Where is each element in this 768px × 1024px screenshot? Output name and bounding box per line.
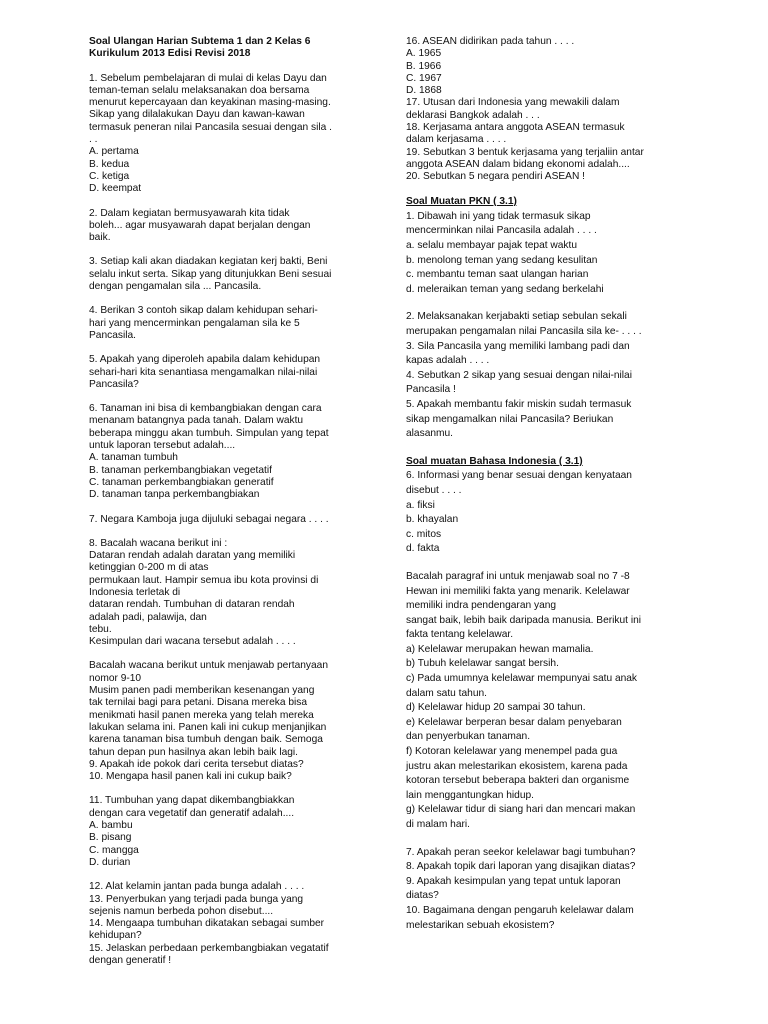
bi-heading: Soal muatan Bahasa Indonesia ( 3.1) — [406, 455, 583, 467]
bi-questions-7-10: 7. Apakah peran seekor kelelawar bagi tumbuhan? 8. Apakah topik dari laporan yang disajikan diatas? 9. Apakah kesimpulan yang tepat untuk laporan diatas? 10. Bagaimana dengan pengaruh kelelawar dalam melestarikan sebuah ekosistem? — [406, 846, 636, 931]
passage-9-10: Bacalah wacana berikut untuk menjawab pertanyaan nomor 9-10 Musim panen padi memberikan kesenangan yang tak ternilai bagi para petani. Disana mereka bisa menikmati hasil panen mereka yang telah mereka lakukan selama ini. Panen kali ini cukup menjanjikan karena tanaman bisa tumbuh dengan baik. Semoga tahun depan pun hasilnya akan lebih baik lagi. 9. Apakah ide pokok dari cerita tersebut diatas? 10. Mengapa hasil panen kali ini cukup baik? — [89, 660, 328, 783]
question-5: 5. Apakah yang diperoleh apabila dalam kehidupan sehari-hari kita senantiasa mengamalkan nilai-nilai Pancasila? — [89, 354, 321, 390]
pkn-question-1: 1. Dibawah ini yang tidak termasuk sikap mencerminkan nilai Pancasila adalah . . . . a. selalu membayar pajak tepat waktu b. menolong teman yang sedang kesulitan c. membantu teman saat ulangan harian d. meleraikan teman yang sedang berkelahi — [406, 210, 604, 295]
question-8: 8. Bacalah wacana berikut ini : Dataran rendah adalah daratan yang memiliki ketinggian 0-200 m di atas permukaan laut. Hampir semua ibu kota provinsi di Indonesia terletak di dataran rendah. Tumbuhan di dataran rendah adalah padi, palawija, dan tebu. Kesimpulan dari wacana tersebut adalah . . . . — [89, 537, 319, 648]
page-title: Soal Ulangan Harian Subtema 1 dan 2 Kelas 6 Kurikulum 2013 Edisi Revisi 2018 — [89, 36, 311, 60]
question-1: 1. Sebelum pembelajaran di mulai di kelas Dayu dan teman-teman selalu melaksanakan doa bersama menurut kepercayaan dan keyakinan masing-masing. Sikap yang dilalakukan Dayu dan kawan-kawan termasuk peneran nilai Pancasila sesuai dengan sila . . . A. pertama B. kedua C. ketiga D. keempat — [89, 72, 332, 195]
question-2: 2. Dalam kegiatan bermusyawarah kita tidak boleh... agar musyawarah dapat berjalan dengan baik. — [89, 207, 311, 244]
left-column — [89, 36, 361, 967]
bi-question-6: 6. Informasi yang benar sesuai dengan kenyataan disebut . . . . a. fiksi b. khayalan c. mitos d. fakta — [406, 470, 632, 555]
questions-12-15: 12. Alat kelamin jantan pada bunga adalah . . . . 13. Penyerbukan yang terjadi pada bunga yang sejenis namun berbeda pohon disebut.... 14. Mengaapa tumbuhan dikatakan sebagai sumber kehidupan? 15. Jelaskan perbedaan perkembangbiakan vegatatif dengan generatif ! — [89, 881, 329, 966]
question-4: 4. Berikan 3 contoh sikap dalam kehidupan sehari- hari yang mencerminkan pengalaman sila ke 5 Pancasila. — [89, 305, 318, 341]
right-column — [406, 36, 678, 933]
question-7: 7. Negara Kamboja juga dijuluki sebagai negara . . . . — [89, 513, 329, 525]
bi-passage-7-8: Bacalah paragraf ini untuk menjawab soal no 7 -8 Hewan ini memiliki fakta yang menarik. Kelelawar memiliki indra pendengaran yang sangat baik, lebih baik daripada manusia. Berikut ini fakta tentang kelelawar. a) Kelelawar merupakan hewan mamalia. b) Tubuh kelelawar sangat bersih. c) Pada umumnya kelelawar mempunyai satu anak dalam satu tahun. d) Kelelawar hidup 20 sampai 30 tahun. e) Kelelawar berperan besar dalam penyebaran dan penyerbukan tanaman. f) Kotoran kelelawar yang menempel pada gua justru akan melestarikan ekosistem, karena pada kotoran tersebut beberapa bakteri dan organisme lain menggantungkan hidup. g) Kelelawar tidur di siang hari dan mencari makan di malam hari. — [406, 570, 642, 831]
questions-16-20: 16. ASEAN didirikan pada tahun . . . . A. 1965 B. 1966 C. 1967 D. 1868 17. Utusan dari Indonesia yang mewakili dalam deklarasi Bangkok adalah . . . 18. Kerjasama antara anggota ASEAN termasuk dalam kerjasama . . . . 19. Sebutkan 3 bentuk kerjasama yang terjaliin antar anggota ASEAN dalam bidang ekonomi adalah.... 20. Sebutkan 5 negara pendiri ASEAN ! — [406, 36, 644, 183]
question-6: 6. Tanaman ini bisa di kembangbiakan dengan cara menanam batangnya pada tanah. Dalam waktu beberapa minggu akan tumbuh. Simpulan yang tepat untuk laporan tersebut adalah.... A. tanaman tumbuh B. tanaman perkembangbiakan vegetatif C. tanaman perkembangbiakan generatif D. tanaman tanpa perkembangbiakan — [89, 403, 329, 501]
question-3: 3. Setiap kali akan diadakan kegiatan kerj bakti, Beni selalu inkut serta. Sikap yang ditunjukkan Beni sesuai dengan pengamalan sila ... Pancasila. — [89, 256, 332, 293]
question-11: 11. Tumbuhan yang dapat dikembangbiakkan dengan cara vegetatif dan generatif adalah.... A. bambu B. pisang C. mangga D. durian — [89, 795, 295, 868]
pkn-heading: Soal Muatan PKN ( 3.1) — [406, 195, 517, 207]
pkn-questions-2-5: 2. Melaksanakan kerjabakti setiap sebulan sekali merupakan pengamalan nilai Pancasila sila ke- . . . . 3. Sila Pancasila yang memiliki lambang padi dan kapas adalah . . . . 4. Sebutkan 2 sikap yang sesuai dengan nilai-nilai Pancasila ! 5. Apakah membantu fakir miskin sudah termasuk sikap mengamalkan nilai Pancasila? Beriukan alasanmu. — [406, 311, 642, 440]
